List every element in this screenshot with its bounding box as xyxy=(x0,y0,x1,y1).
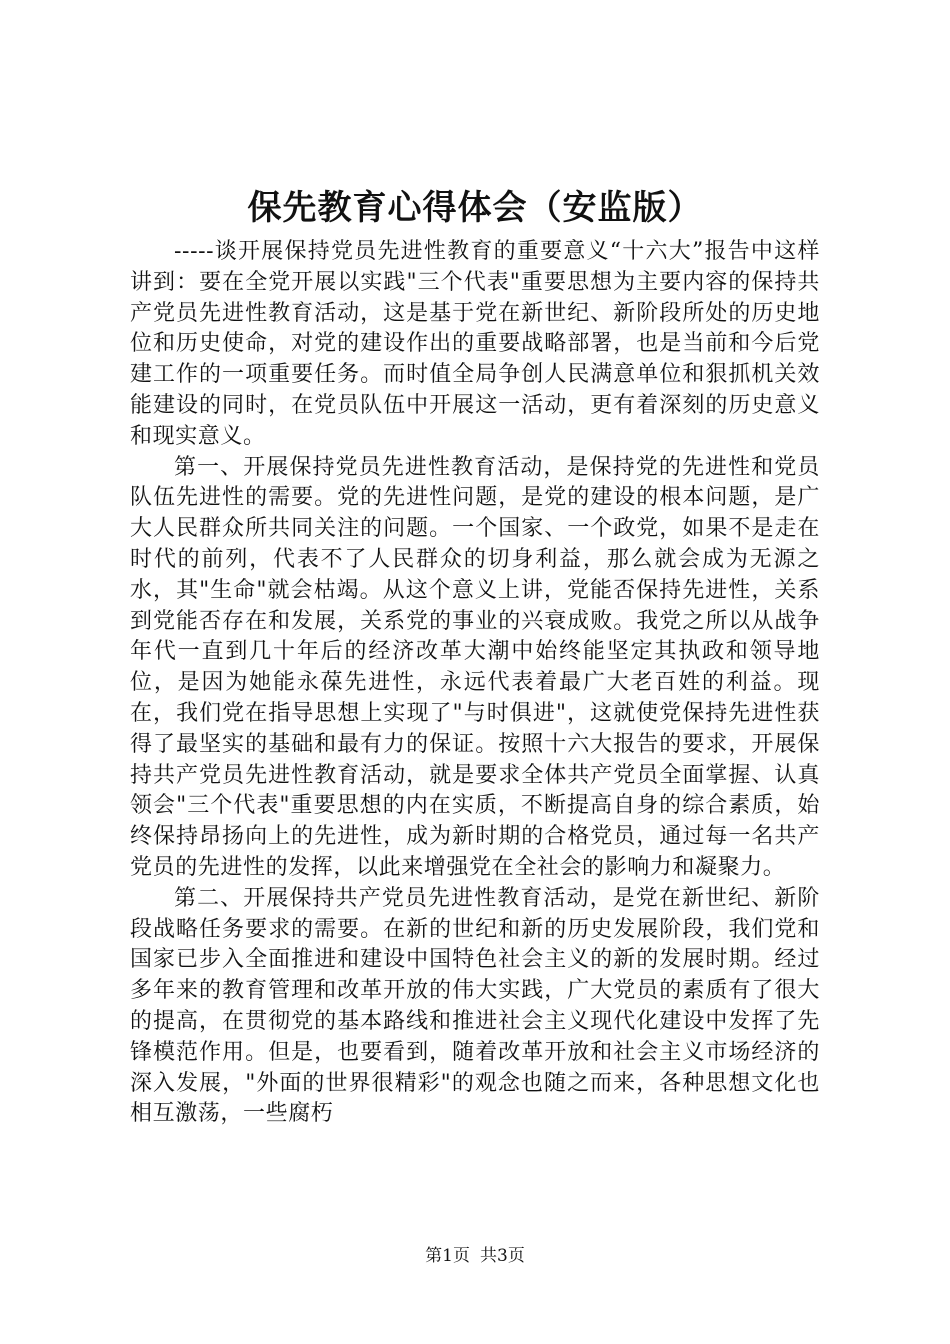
page-total: 共3页 xyxy=(480,1246,525,1266)
page-footer xyxy=(0,1244,950,1268)
body-paragraph-first-point: 第一、开展保持党员先进性教育活动，是保持党的先进性和党员队伍先进性的需要。党的先进性问题，是党的建设的根本问题，是广大人民群众所共同关注的问题。一个国家、一个政党，如果不是走在时代的前列，代表不了人民群众的切身利益，那么就会成为无源之水，其"生命"就会枯竭。从这个意义上讲，党能否保持先进性，关系到党能否存在和发展，关系党的事业的兴衰成败。我党之所以从战争年代一直到几十年后的经济改革大潮中始终能坚定其执政和领导地位，是因为她能永葆先进性，永远代表着最广大老百姓的利益。现在，我们党在指导思想上实现了"与时俱进"，这就使党保持先进性获得了最坚实的基础和最有力的保证。按照十六大报告的要求，开展保持共产党员先进性教育活动，就是要求全体共产党员全面掌握、认真领会"三个代表"重要思想的内在实质，不断提高自身的综合素质，始终保持昂扬向上的先进性，成为新时期的合格党员，通过每一名共产党员的先进性的发挥，以此来增强党在全社会的影响力和凝聚力。 xyxy=(130,454,820,880)
page-number: 第1页 xyxy=(425,1246,470,1266)
body-paragraph-second-point: 第二、开展保持共产党员先进性教育活动，是党在新世纪、新阶段战略任务要求的需要。在新的世纪和新的历史发展阶段，我们党和国家已步入全面推进和建设中国特色社会主义的新的发展时期。经过多年来的教育管理和改革开放的伟大实践，广大党员的素质有了很大的提高，在贯彻党的基本路线和推进社会主义现代化建设中发挥了先锋模范作用。但是，也要看到，随着改革开放和社会主义市场经济的深入发展，"外面的世界很精彩"的观念也随之而来，各种思想文化也相互激荡，一些腐朽 xyxy=(130,885,820,1127)
document-title: 保先教育心得体会（安监版） xyxy=(247,188,703,228)
document-body xyxy=(130,237,820,1130)
body-paragraph-intro: -----谈开展保持党员先进性教育的重要意义“十六大”报告中这样讲到：要在全党开展以实践"三个代表"重要思想为主要内容的保持共产党员先进性教育活动，这是基于党在新世纪、新阶段所处的历史地位和历史使命，对党的建设作出的重要战略部署，也是当前和今后党建工作的一项重要任务。而时值全局争创人民满意单位和狠抓机关效能建设的同时，在党员队伍中开展这一活动，更有着深刻的历史意义和现实意义。 xyxy=(130,239,820,449)
